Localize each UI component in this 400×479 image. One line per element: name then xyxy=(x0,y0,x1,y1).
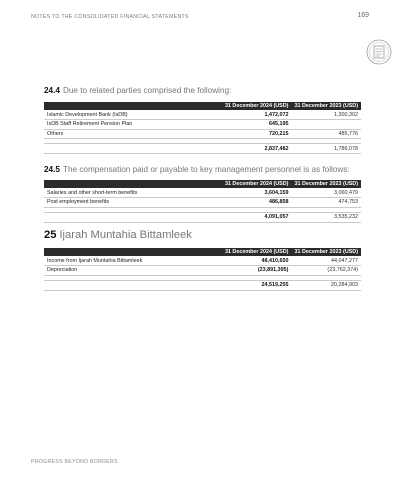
row-current-value: 486,858 xyxy=(222,198,292,208)
section-25-number: 25 xyxy=(44,229,57,241)
table-row xyxy=(44,256,361,266)
row-current-value: 1,472,072 xyxy=(222,110,292,120)
row-label: Salaries and other short-term benefits xyxy=(44,188,222,198)
table-row xyxy=(44,198,361,208)
row-current-value: 3,604,159 xyxy=(222,188,292,198)
row-previous-value: 44,047,277 xyxy=(291,256,361,266)
seal-icon xyxy=(366,39,392,65)
table-row xyxy=(44,110,361,120)
section-24-4-heading xyxy=(44,86,231,95)
row-previous-value: 1,300,302 xyxy=(291,110,361,120)
table-row xyxy=(44,266,361,276)
column-header-current: 31 December 2024 (USD) xyxy=(222,102,292,110)
row-previous-value: 485,776 xyxy=(291,129,361,139)
page-header-title: NOTES TO THE CONSOLIDATED FINANCIAL STATEMENTS xyxy=(31,14,189,20)
row-previous-value: (23,762,374) xyxy=(291,266,361,276)
column-header-previous: 31 December 2023 (USD) xyxy=(291,180,361,188)
column-header-previous: 31 December 2023 (USD) xyxy=(291,102,361,110)
column-header-label xyxy=(44,248,222,256)
row-label: Others xyxy=(44,129,222,139)
page-number: 169 xyxy=(357,12,369,19)
row-current-value: 645,195 xyxy=(222,120,292,130)
ijarah-table xyxy=(44,248,361,291)
section-24-5-heading xyxy=(44,165,350,174)
row-current-value: 48,410,650 xyxy=(222,256,292,266)
table-row xyxy=(44,188,361,198)
total-current-value: 2,837,482 xyxy=(222,144,292,154)
table-row xyxy=(44,120,361,130)
related-parties-table xyxy=(44,102,361,154)
section-25-title: Ijarah Muntahia Bittamleek xyxy=(59,229,192,241)
total-current-value: 24,519,255 xyxy=(222,280,292,290)
total-current-value: 4,091,057 xyxy=(222,212,292,222)
row-previous-value: 3,060,479 xyxy=(291,188,361,198)
column-header-current: 31 December 2024 (USD) xyxy=(222,180,292,188)
total-row xyxy=(44,144,361,154)
section-24-4-number: 24.4 xyxy=(44,86,60,95)
table-header-row xyxy=(44,248,361,256)
row-previous-value xyxy=(291,120,361,130)
section-24-5-number: 24.5 xyxy=(44,165,60,174)
column-header-current: 31 December 2024 (USD) xyxy=(222,248,292,256)
section-24-5-title: The compensation paid or payable to key management personnel is as follows: xyxy=(62,165,350,174)
total-previous-value: 1,786,078 xyxy=(291,144,361,154)
total-row xyxy=(44,280,361,290)
row-label: Post employment benefits xyxy=(44,198,222,208)
total-label xyxy=(44,144,222,154)
column-header-previous: 31 December 2023 (USD) xyxy=(291,248,361,256)
section-24-4-title: Due to related parties comprised the following: xyxy=(62,86,232,95)
table-header-row xyxy=(44,102,361,110)
row-label: IsDB Staff Retirement Pension Plan xyxy=(44,120,222,130)
section-25-heading xyxy=(44,229,192,241)
key-management-compensation-table xyxy=(44,180,361,223)
column-header-label xyxy=(44,180,222,188)
page-footer: PROGRESS BEYOND BORDERS xyxy=(31,459,118,465)
page-header xyxy=(31,12,369,24)
row-label: Islamic Development Bank (IsDB) xyxy=(44,110,222,120)
row-current-value: (23,891,395) xyxy=(222,266,292,276)
total-previous-value: 20,284,903 xyxy=(291,280,361,290)
row-current-value: 720,215 xyxy=(222,129,292,139)
table-header-row xyxy=(44,180,361,188)
total-row xyxy=(44,212,361,222)
row-previous-value: 474,753 xyxy=(291,198,361,208)
total-label xyxy=(44,280,222,290)
row-label: Depreciation xyxy=(44,266,222,276)
column-header-label xyxy=(44,102,222,110)
row-label: Income from Ijarah Muntahia Bittamleek xyxy=(44,256,222,266)
total-previous-value: 3,535,232 xyxy=(291,212,361,222)
total-label xyxy=(44,212,222,222)
table-row xyxy=(44,129,361,139)
